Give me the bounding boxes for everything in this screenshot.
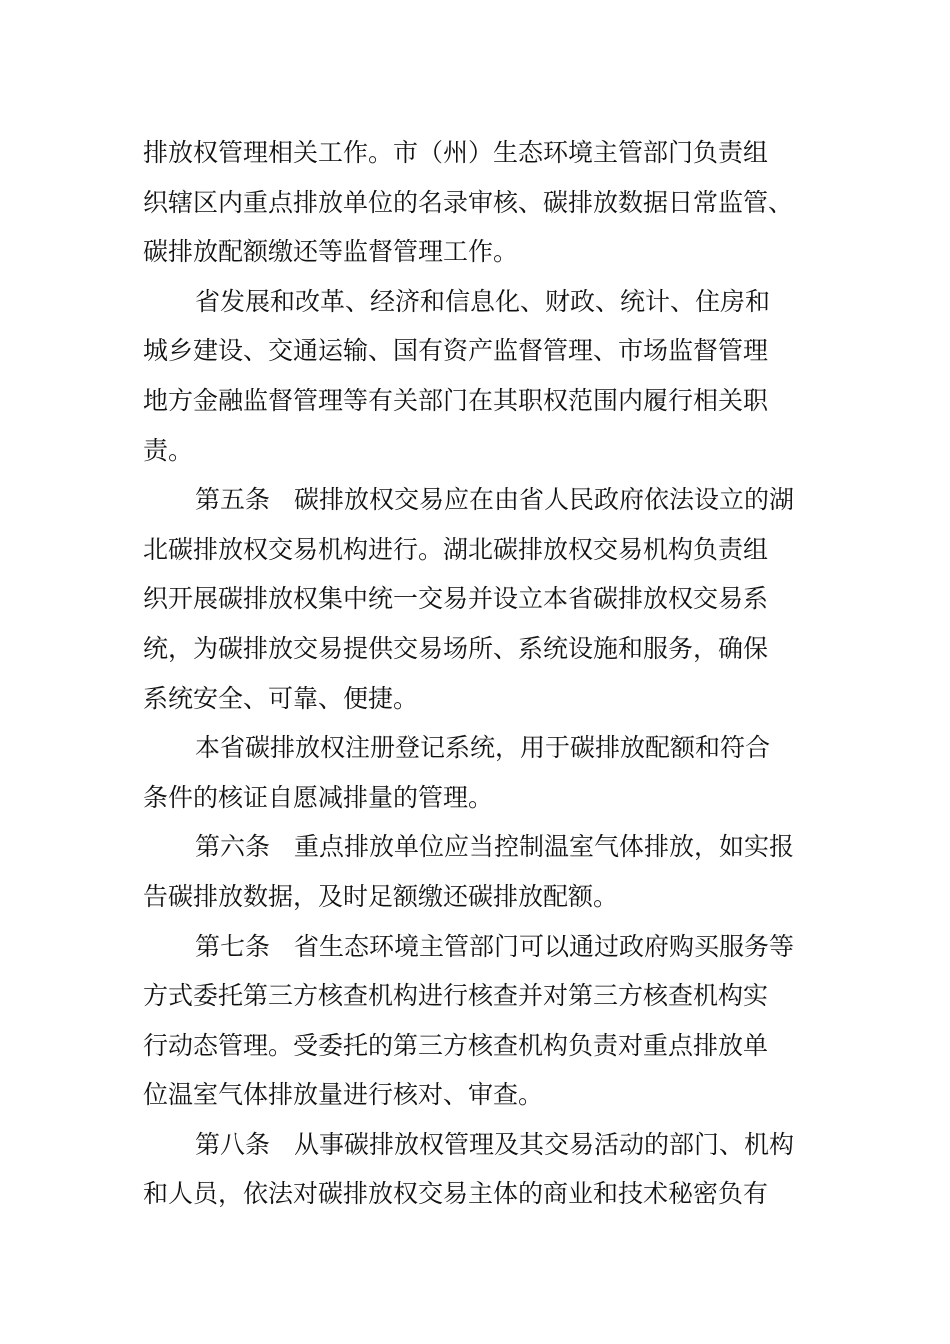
text-line: 城乡建设、交通运输、国有资产监督管理、市场监督管理 [143,336,769,366]
article-number: 第六条 [195,832,271,862]
text-line: 系统安全、可靠、便捷。 [143,683,419,713]
text-line: 和人员，依法对碳排放权交易主体的商业和技术秘密负有 [143,1179,769,1209]
text-line: 行动态管理。受委托的第三方核查机构负责对重点排放单 [143,1030,769,1060]
text-line [143,822,808,872]
text-line: 碳排放配额缴还等监督管理工作。 [143,237,519,267]
article-text: 碳排放权交易应在由省人民政府依法设立的湖 [294,485,795,515]
article-paragraph [143,922,808,1120]
text-line [143,922,808,972]
text-line: 北碳排放权交易机构进行。湖北碳排放权交易机构负责组 [143,534,769,564]
paragraph [143,723,808,822]
article-paragraph [143,1120,808,1219]
text-line: 统，为碳排放交易提供交易场所、系统设施和服务，确保 [143,633,769,663]
article-paragraph [143,822,808,921]
text-line: 位温室气体排放量进行核对、审查。 [143,1080,544,1110]
text-line: 方式委托第三方核查机构进行核查并对第三方核查机构实 [143,981,769,1011]
text-line: 省发展和改革、经济和信息化、财政、统计、住房和 [195,286,771,316]
paragraph [143,128,808,277]
article-text: 重点排放单位应当控制温室气体排放，如实报 [294,832,795,862]
text-line: 地方金融监督管理等有关部门在其职权范围内履行相关职 [143,385,769,415]
text-line: 告碳排放数据，及时足额缴还碳排放配额。 [143,881,619,911]
text-line [143,475,808,525]
text-line [143,1120,808,1170]
text-line: 织辖区内重点排放单位的名录审核、碳排放数据日常监管、 [143,187,794,217]
text-line: 本省碳排放权注册登记系统，用于碳排放配额和符合 [195,733,771,763]
article-paragraph [143,475,808,723]
text-line: 排放权管理相关工作。市（州）生态环境主管部门负责组 [143,138,769,167]
text-line: 责。 [143,435,194,465]
article-text: 省生态环境主管部门可以通过政府购买服务等 [294,931,795,961]
text-line: 织开展碳排放权集中统一交易并设立本省碳排放权交易系 [143,584,769,614]
text-line: 条件的核证自愿减排量的管理。 [143,782,494,812]
article-number: 第八条 [195,1129,271,1159]
document-body [143,128,808,1219]
article-number: 第五条 [195,485,271,515]
paragraph [143,277,808,475]
article-text: 从事碳排放权管理及其交易活动的部门、机构 [294,1129,795,1159]
article-number: 第七条 [195,931,271,961]
